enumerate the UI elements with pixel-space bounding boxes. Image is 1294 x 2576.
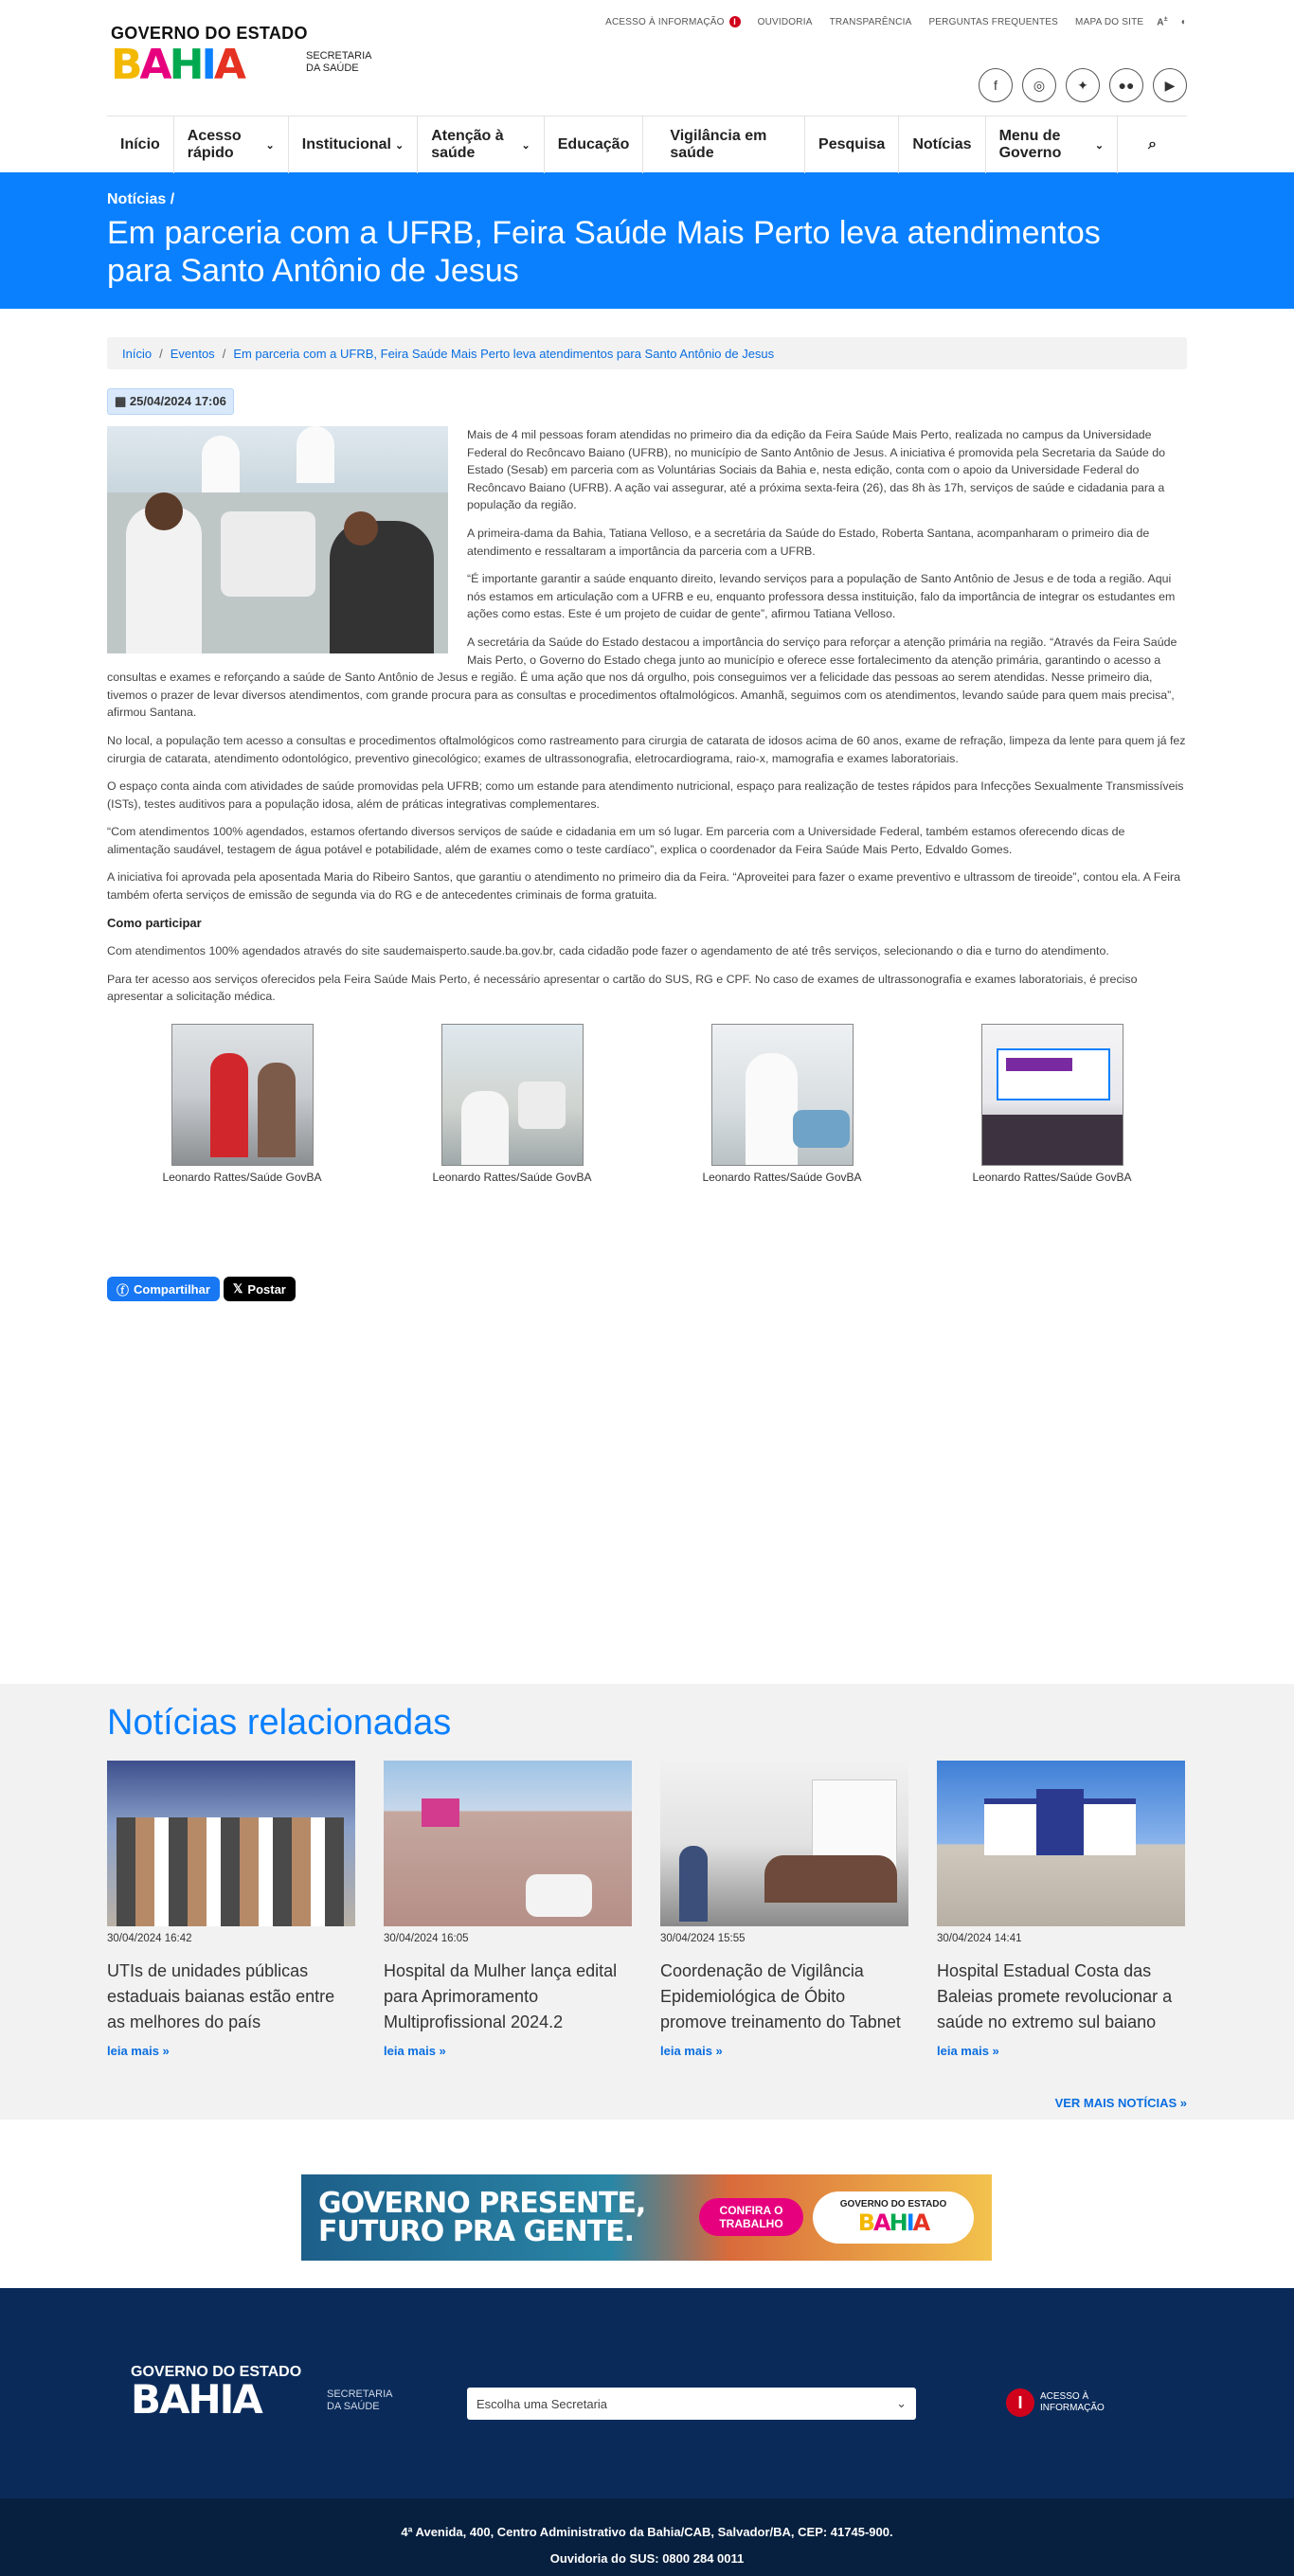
paragraph: Para ter acesso aos serviços oferecidos pela Feira Saúde Mais Perto, é necessário apresentar o cartão do SUS, RG e CPF. No caso de exames de ultrassonografia e exames laboratoriais, é preciso apresentar a solicitação médica. — [107, 972, 1138, 1004]
news-card[interactable] — [660, 1761, 908, 2058]
news-image[interactable] — [107, 1761, 355, 1926]
nav-vigilancia[interactable]: Vigilância em saúde — [643, 116, 805, 173]
facebook-icon: ⓕ — [117, 1282, 130, 1297]
ad-logo: GOVERNO DO ESTADO BAHIA — [813, 2191, 974, 2244]
news-date: 30/04/2024 16:42 — [107, 1933, 192, 1944]
ad-cta-button[interactable]: CONFIRA O TRABALHO — [699, 2198, 803, 2236]
read-more-link[interactable]: leia mais » — [660, 2044, 723, 2058]
footer-logo[interactable]: GOVERNO DO ESTADO BAHIA SECRETARIA DA SAÚDE — [131, 2364, 392, 2423]
top-link-acesso[interactable]: ACESSO À INFORMAÇÃO I — [605, 16, 741, 27]
info-icon: I — [729, 16, 741, 27]
nav-atencao-saude[interactable]: Atenção à saúde ⌄ — [418, 116, 545, 173]
news-title[interactable]: Coordenação de Vigilância Epidemiológica de Óbito promove treinamento do Tabnet — [660, 1961, 901, 2031]
gallery-caption: Leonardo Rattes/Saúde GovBA — [432, 1171, 592, 1185]
gallery-caption: Leonardo Rattes/Saúde GovBA — [972, 1171, 1132, 1185]
news-card[interactable] — [937, 1761, 1185, 2058]
news-date: 30/04/2024 15:55 — [660, 1933, 746, 1944]
facebook-share-button[interactable]: ⓕ Compartilhar — [107, 1277, 220, 1301]
chevron-down-icon: ⌄ — [394, 139, 404, 152]
article-main-image[interactable] — [107, 426, 448, 653]
footer-ouvidoria: Ouvidoria do SUS: 0800 284 0011 — [549, 2551, 745, 2566]
calendar-icon: ▦ — [115, 394, 127, 408]
footer-access-info[interactable]: I ACESSO À INFORMAÇÃO — [1006, 2388, 1106, 2417]
logo-subtitle: SECRETARIA DA SAÚDE — [306, 50, 371, 74]
gallery-image[interactable] — [711, 1024, 854, 1166]
ad-banner[interactable] — [301, 2174, 992, 2261]
paragraph: A primeira-dama da Bahia, Tatiana Velloso, e a secretária da Saúde do Estado, Roberta Santana, acompanharam o primeiro dia de atendimento e ressaltaram a importância da parceria com a UFRB. — [467, 526, 1150, 558]
page-banner — [0, 172, 1294, 309]
news-date: 30/04/2024 14:41 — [937, 1933, 1022, 1944]
font-size-toggle[interactable]: A± — [1157, 16, 1168, 28]
x-post-button[interactable]: 𝕏 Postar — [224, 1277, 296, 1301]
logo-word: B A H I A — [111, 41, 243, 89]
gallery-image[interactable] — [441, 1024, 584, 1166]
nav-menu-governo[interactable]: Menu de Governo ⌄ — [986, 116, 1118, 173]
nav-inicio[interactable]: Início — [107, 116, 174, 173]
site-header — [0, 0, 1294, 172]
paragraph: “Com atendimentos 100% agendados, estamos ofertando diversos serviços de saúde e cidadania em um só lugar. Em parceria com a Universidade Federal, também estamos oferecendo dicas de alimentação saudável, testagem de água potável e potabilidade, além de exames como o teste cardíaco”, explica o coordenador da Feira Saúde Mais Perto, Edvaldo Gomes. — [107, 825, 1125, 856]
see-more-news-link[interactable]: VER MAIS NOTÍCIAS » — [1054, 2096, 1187, 2110]
gallery-caption: Leonardo Rattes/Saúde GovBA — [702, 1171, 862, 1185]
news-card[interactable] — [107, 1761, 355, 2058]
paragraph: Com atendimentos 100% agendados através do site saudemaisperto.saude.ba.gov.br, cada cidadão pode fazer o agendamento de até três serviços, selecionando o dia e turno do atendimento. — [107, 944, 1109, 958]
banner-crumb[interactable]: Notícias / — [107, 191, 175, 207]
youtube-icon[interactable]: ▶ — [1153, 68, 1187, 102]
paragraph: No local, a população tem acesso a consultas e procedimentos oftalmológicos como rastreamento para cirurgia de catarata de idosos acima de 60 anos, exame de refração, limpeza da lente para quem já fez cirurgia de catarata, atendimento odontológico, preventivo ginecológico; exames de ultrassonografia, eletrocardiograma, raio-x, mamografia e exames laboratoriais. — [107, 733, 1186, 765]
x-icon: 𝕏 — [232, 1281, 243, 1297]
site-logo[interactable] — [111, 24, 395, 88]
facebook-icon[interactable]: f — [979, 68, 1013, 102]
page-title: Em parceria com a UFRB, Feira Saúde Mais Perto leva atendimentos para Santo Antônio de Jesus — [107, 215, 1101, 289]
top-link-ouvidoria[interactable]: OUVIDORIA — [757, 16, 813, 27]
photo-gallery — [107, 1024, 1187, 1184]
breadcrumb: Início / Eventos / Em parceria com a UFRB, Feira Saúde Mais Perto leva atendimentos para Santo Antônio de Jesus — [107, 337, 1187, 369]
contrast-icon[interactable]: ◐ — [1180, 16, 1187, 27]
related-news — [0, 1684, 1294, 2120]
news-card[interactable] — [384, 1761, 632, 2058]
read-more-link[interactable]: leia mais » — [384, 2044, 446, 2058]
chevron-down-icon: ⌄ — [265, 139, 275, 152]
social-links — [979, 68, 1187, 102]
news-title[interactable]: Hospital da Mulher lança edital para Aprimoramento Multiprofissional 2024.2 — [384, 1961, 618, 2031]
ad-headline: GOVERNO PRESENTE, FUTURO PRA GENTE. — [318, 2186, 646, 2248]
twitter-icon[interactable]: ✦ — [1066, 68, 1100, 102]
article-body — [107, 426, 1187, 1006]
news-image[interactable] — [937, 1761, 1185, 1926]
gallery-item[interactable] — [107, 1024, 377, 1184]
instagram-icon[interactable]: ◎ — [1022, 68, 1056, 102]
footer-bottom — [0, 2498, 1294, 2576]
section-heading: Como participar — [107, 915, 202, 930]
chevron-down-icon: ⌄ — [1094, 139, 1105, 152]
paragraph: O espaço conta ainda com atividades de saúde promovidas pela UFRB; como um estande para atendimento nutricional, espaço para realização de testes rápidos para Infecções Sexualmente Transmissíveis (ISTs), testes auditivos para a população idosa, além de práticas integrativas complementares. — [107, 779, 1184, 811]
nav-institucional[interactable]: Institucional ⌄ — [289, 116, 418, 173]
top-link-transparencia[interactable]: TRANSPARÊNCIA — [829, 16, 912, 27]
news-title[interactable]: UTIs de unidades públicas estaduais baianas estão entre as melhores do país — [107, 1961, 335, 2031]
logo-line1: GOVERNO DO ESTADO — [111, 24, 308, 43]
article-date: ▦ 25/04/2024 17:06 — [107, 388, 234, 415]
gallery-caption: Leonardo Rattes/Saúde GovBA — [162, 1171, 322, 1185]
gallery-image[interactable] — [171, 1024, 314, 1166]
flickr-icon[interactable]: ●● — [1109, 68, 1143, 102]
nav-acesso-rapido[interactable]: Acesso rápido ⌄ — [174, 116, 289, 173]
site-footer — [0, 2288, 1294, 2500]
main-nav — [107, 116, 1187, 172]
breadcrumb-inicio[interactable]: Início — [122, 346, 153, 361]
paragraph: A iniciativa foi aprovada pela aposentada Maria do Ribeiro Santos, que garantiu o atendimento no primeiro dia da Feira. “Aproveitei para fazer o exame preventivo e ultrassom de tireoide”, contou ela. A Feira também oferta serviços de emissão de segunda via do RG e de antecedentes criminais de forma gratuita. — [107, 870, 1181, 903]
paragraph: Mais de 4 mil pessoas foram atendidas no primeiro dia da edição da Feira Saúde Mais Perto, realizada no campus da Universidade Federal do Recôncavo Baiano (UFRB), no município de Santo Antônio de Jesus. A iniciativa é promovida pela Secretaria da Saúde do Estado (Sesab) em parceria com as Voluntárias Sociais da Bahia e, nesta edição, conta com o apoio da Universidade Federal do Recôncavo Baiano (UFRB). A ação vai assegurar, até a próxima sexta-feira (26), das 8h às 17h, serviços de saúde e cidadania para a população da região. — [467, 428, 1165, 512]
news-date: 30/04/2024 16:05 — [384, 1933, 469, 1944]
top-link-faq[interactable]: PERGUNTAS FREQUENTES — [928, 16, 1059, 27]
info-icon: I — [1006, 2388, 1034, 2417]
search-icon[interactable]: ⌕ — [1148, 136, 1158, 152]
secretaria-select[interactable]: Escolha uma Secretaria ⌄ — [467, 2388, 916, 2420]
top-link-sitemap[interactable]: MAPA DO SITE — [1075, 16, 1144, 27]
news-image[interactable] — [660, 1761, 908, 1926]
gallery-item[interactable] — [647, 1024, 917, 1184]
related-title: Notícias relacionadas — [107, 1703, 452, 1743]
nav-noticias[interactable]: Notícias — [899, 116, 985, 173]
paragraph: “É importante garantir a saúde enquanto direito, levando serviços para a população de Santo Antônio de Jesus e de toda a região. Aqui nós estamos em articulação com a UFRB e eu, enquanto professora dessa instituição, falo da importância de integrar os estudantes em ações como estas. Este é um projeto de cuidar de gente”, afirmou Tatiana Velloso. — [467, 572, 1176, 621]
gallery-image[interactable] — [981, 1024, 1123, 1166]
gallery-item[interactable] — [377, 1024, 647, 1184]
news-image[interactable] — [384, 1761, 632, 1926]
gallery-item[interactable] — [917, 1024, 1187, 1184]
top-links — [588, 16, 1187, 27]
paragraph: A secretária da Saúde do Estado destacou a importância do serviço para reforçar a atenção primária na região. “Através da Feira Saúde Mais Perto, o Governo do Estado chega junto ao município e oferece esse fortalecimento da atenção primária, garantindo o acesso a consultas e exames e reforçando a saúde de Santo Antônio de Jesus e região. É uma ação que nos dá orgulho, pois conseguimos ver a felicidade das pessoas ao serem atendidas. Nesse primeiro dia, tivemos o prazer de levar diversos atendimentos, com grande procura para as consultas e procedimentos oftalmológicos. Amanhã, seguimos com os atendimentos, levando saúde para quem mais precisa”, afirmou Santana. — [107, 635, 1177, 720]
breadcrumb-current: Em parceria com a UFRB, Feira Saúde Mais Perto leva atendimentos para Santo Antônio de Jesus — [233, 346, 775, 361]
share-buttons — [107, 1277, 1187, 1301]
breadcrumb-eventos[interactable]: Eventos — [170, 346, 215, 361]
nav-pesquisa[interactable]: Pesquisa — [805, 116, 899, 173]
nav-educacao[interactable]: Educação — [545, 116, 644, 173]
news-title[interactable]: Hospital Estadual Costa das Baleias promete revolucionar a saúde no extremo sul baiano — [937, 1961, 1173, 2031]
footer-address: 4ª Avenida, 400, Centro Administrativo da Bahia/CAB, Salvador/BA, CEP: 41745-900. — [401, 2525, 893, 2539]
read-more-link[interactable]: leia mais » — [107, 2044, 170, 2058]
chevron-down-icon: ⌄ — [521, 139, 530, 152]
read-more-link[interactable]: leia mais » — [937, 2044, 999, 2058]
chevron-down-icon: ⌄ — [896, 2396, 907, 2410]
